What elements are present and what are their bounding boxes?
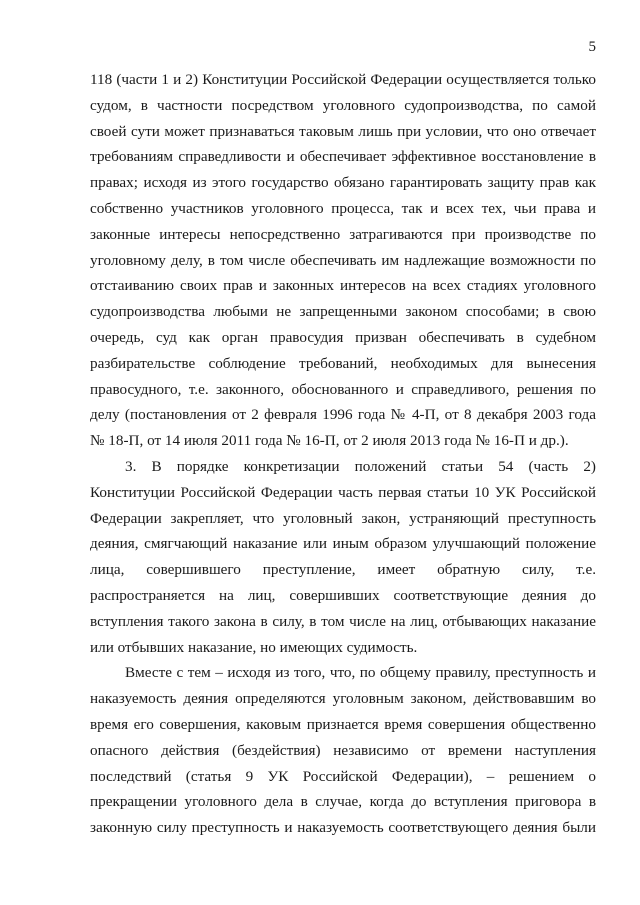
paragraph-2 (90, 454, 596, 660)
text-line: вступления такого закона в силу, в том числе на лиц, отбывающих наказание (90, 612, 596, 630)
text-line: Конституции Российской Федерации часть первая статьи 10 УК Российской (90, 483, 596, 501)
text-line: законную силу преступность и наказуемость соответствующего деяния были (90, 819, 596, 837)
text-line: правосудного, т.е. законного, обоснованного и справедливого, решения по (90, 380, 596, 398)
text-line: своей сути может признаваться таковым лишь при условии, что оно отвечает (90, 122, 596, 140)
text-line: делу (постановления от 2 февраля 1996 года № 4-П, от 8 декабря 2003 года (90, 406, 596, 424)
paragraph-3 (90, 660, 596, 841)
text-line: прекращении уголовного дела в случае, когда до вступления приговора в (90, 793, 596, 811)
text-line: разбирательстве соблюдение требований, необходимых для вынесения (90, 354, 596, 372)
text-line: лица, совершившего преступление, имеет обратную силу, т.е. (90, 561, 596, 579)
text-line: законные интересы непосредственно затрагиваются при производстве по (90, 225, 596, 243)
document-body (90, 67, 596, 841)
text-line: очередь, суд как орган правосудия призван обеспечивать в судебном (90, 328, 596, 346)
text-line: судопроизводства любыми не запрещенными законом способами; в свою (90, 303, 596, 321)
text-line: 118 (части 1 и 2) Конституции Российской Федерации осуществляется только (90, 71, 596, 88)
text-line: 3. В порядке конкретизации положений статьи 54 (часть 2) (125, 457, 596, 475)
text-line: уголовному делу, в том числе обеспечивать им надлежащие возможности по (90, 251, 596, 269)
text-line: судом, в частности посредством уголовного судопроизводства, по самой (90, 96, 596, 114)
text-line: распространяется на лиц, совершивших соответствующие деяния до (90, 586, 596, 604)
text-line: последствий (статья 9 УК Российской Федерации), – решением о (90, 767, 596, 785)
text-line: деяния, смягчающий наказание или иным образом улучшающий положение (90, 535, 596, 553)
page-number: 5 (588, 39, 596, 55)
text-line: требованиям справедливости и обеспечивает эффективное восстановление в (90, 148, 596, 166)
text-line: Федерации закрепляет, что уголовный закон, устраняющий преступность (90, 509, 596, 527)
text-line: время его совершения, каковым признается время совершения общественно (90, 715, 596, 733)
text-line: наказуемость деяния определяются уголовным законом, действовавшим во (90, 690, 596, 708)
text-line: опасного действия (бездействия) независимо от времени наступления (90, 741, 596, 759)
text-line: № 18-П, от 14 июля 2011 года № 16-П, от 2 июля 2013 года № 16-П и др.). (90, 432, 569, 450)
text-line: правах; исходя из этого государство обязано гарантировать защиту прав как (90, 174, 596, 192)
text-line: или отбывших наказание, но имеющих судимость. (90, 638, 418, 656)
text-line: собственно участников уголовного процесса, так и всех тех, чьи права и (90, 199, 596, 217)
text-line: Вместе с тем – исходя из того, что, по общему правилу, преступность и (125, 664, 596, 682)
text-line: отстаиванию своих прав и законных интересов на всех стадиях уголовного (90, 277, 596, 295)
paragraph-1 (90, 67, 596, 454)
